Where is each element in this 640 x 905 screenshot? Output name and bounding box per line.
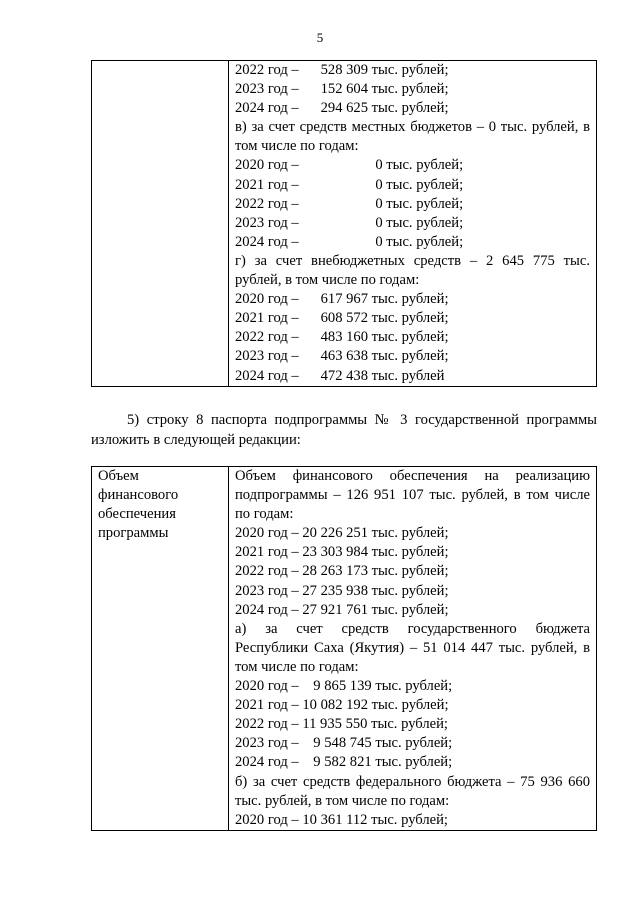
text-line: 2023 год – 463 638 тыс. рублей;: [235, 348, 449, 365]
text-line: 2022 год – 483 160 тыс. рублей;: [235, 329, 449, 346]
funding-lines: [235, 61, 590, 386]
instruction-paragraph: [91, 411, 597, 450]
text-line: том числе по годам:: [235, 658, 359, 675]
paragraph-line: 5) строку 8 паспорта подпрограммы № 3 государственной программы: [127, 412, 597, 428]
page-number: 5: [316, 30, 324, 45]
funding-table-continued: [91, 60, 597, 387]
text-line: в) за счет средств местных бюджетов – 0 тыс. рублей, в: [235, 119, 590, 136]
table-row: [92, 61, 597, 387]
table-row: [92, 467, 597, 831]
funding-lines: [235, 467, 590, 830]
text-line: Объем финансового обеспечения на реализацию: [235, 468, 590, 484]
paragraph-line: изложить в следующей редакции:: [91, 431, 301, 448]
text-line: 2023 год – 27 235 938 тыс. рублей;: [235, 582, 449, 599]
text-line: г) за счет внебюджетных средств – 2 645 775 тыс.: [235, 252, 590, 269]
table-right-cell: [229, 61, 597, 387]
text-line: Республики Саха (Якутия) – 51 014 447 тыс. рублей, в: [235, 639, 590, 656]
text-line: 2023 год – 0 тыс. рублей;: [235, 214, 464, 231]
table-left-cell: [92, 467, 229, 831]
text-line: 2022 год – 0 тыс. рублей;: [235, 195, 464, 212]
row-heading: [98, 467, 222, 543]
text-line: 2020 год – 10 361 112 тыс. рублей;: [235, 811, 448, 828]
text-line: 2022 год – 11 935 550 тыс. рублей;: [235, 716, 448, 733]
text-line: том числе по годам:: [235, 138, 359, 155]
table-right-cell: [229, 467, 597, 831]
text-line: 2023 год – 9 548 745 тыс. рублей;: [235, 735, 453, 752]
text-line: подпрограммы – 126 951 107 тыс. рублей, в том числе: [235, 487, 590, 504]
text-line: 2022 год – 528 309 тыс. рублей;: [235, 62, 449, 78]
funding-table-new: [91, 466, 597, 831]
text-line: 2021 год – 0 тыс. рублей;: [235, 176, 464, 193]
text-line: 2021 год – 10 082 192 тыс. рублей;: [235, 697, 449, 714]
heading-line: программы: [98, 525, 169, 542]
heading-line: обеспечения: [98, 506, 176, 523]
text-line: по годам:: [235, 506, 294, 523]
text-line: 2020 год – 20 226 251 тыс. рублей;: [235, 525, 449, 542]
text-line: 2020 год – 9 865 139 тыс. рублей;: [235, 678, 453, 695]
text-line: 2021 год – 608 572 тыс. рублей;: [235, 310, 449, 327]
text-line: 2024 год – 0 тыс. рублей;: [235, 233, 464, 250]
heading-line: финансового: [98, 487, 179, 504]
table-left-cell: [92, 61, 229, 387]
text-line: 2020 год – 0 тыс. рублей;: [235, 157, 464, 174]
text-line: тыс. рублей, в том числе по годам:: [235, 792, 450, 809]
text-line: 2020 год – 617 967 тыс. рублей;: [235, 291, 449, 308]
text-line: 2021 год – 23 303 984 тыс. рублей;: [235, 544, 449, 561]
heading-line: Объем: [98, 468, 139, 484]
text-line: 2024 год – 472 438 тыс. рублей: [235, 367, 445, 384]
text-line: рублей, в том числе по годам:: [235, 272, 420, 289]
text-line: 2022 год – 28 263 173 тыс. рублей;: [235, 563, 449, 580]
text-line: 2024 год – 9 582 821 тыс. рублей;: [235, 754, 453, 771]
text-line: 2024 год – 294 625 тыс. рублей;: [235, 100, 449, 117]
text-line: а) за счет средств государственного бюджета: [235, 620, 590, 637]
text-line: б) за счет средств федерального бюджета – 75 936 660: [235, 773, 590, 790]
text-line: 2024 год – 27 921 761 тыс. рублей;: [235, 601, 449, 618]
text-line: 2023 год – 152 604 тыс. рублей;: [235, 81, 449, 98]
